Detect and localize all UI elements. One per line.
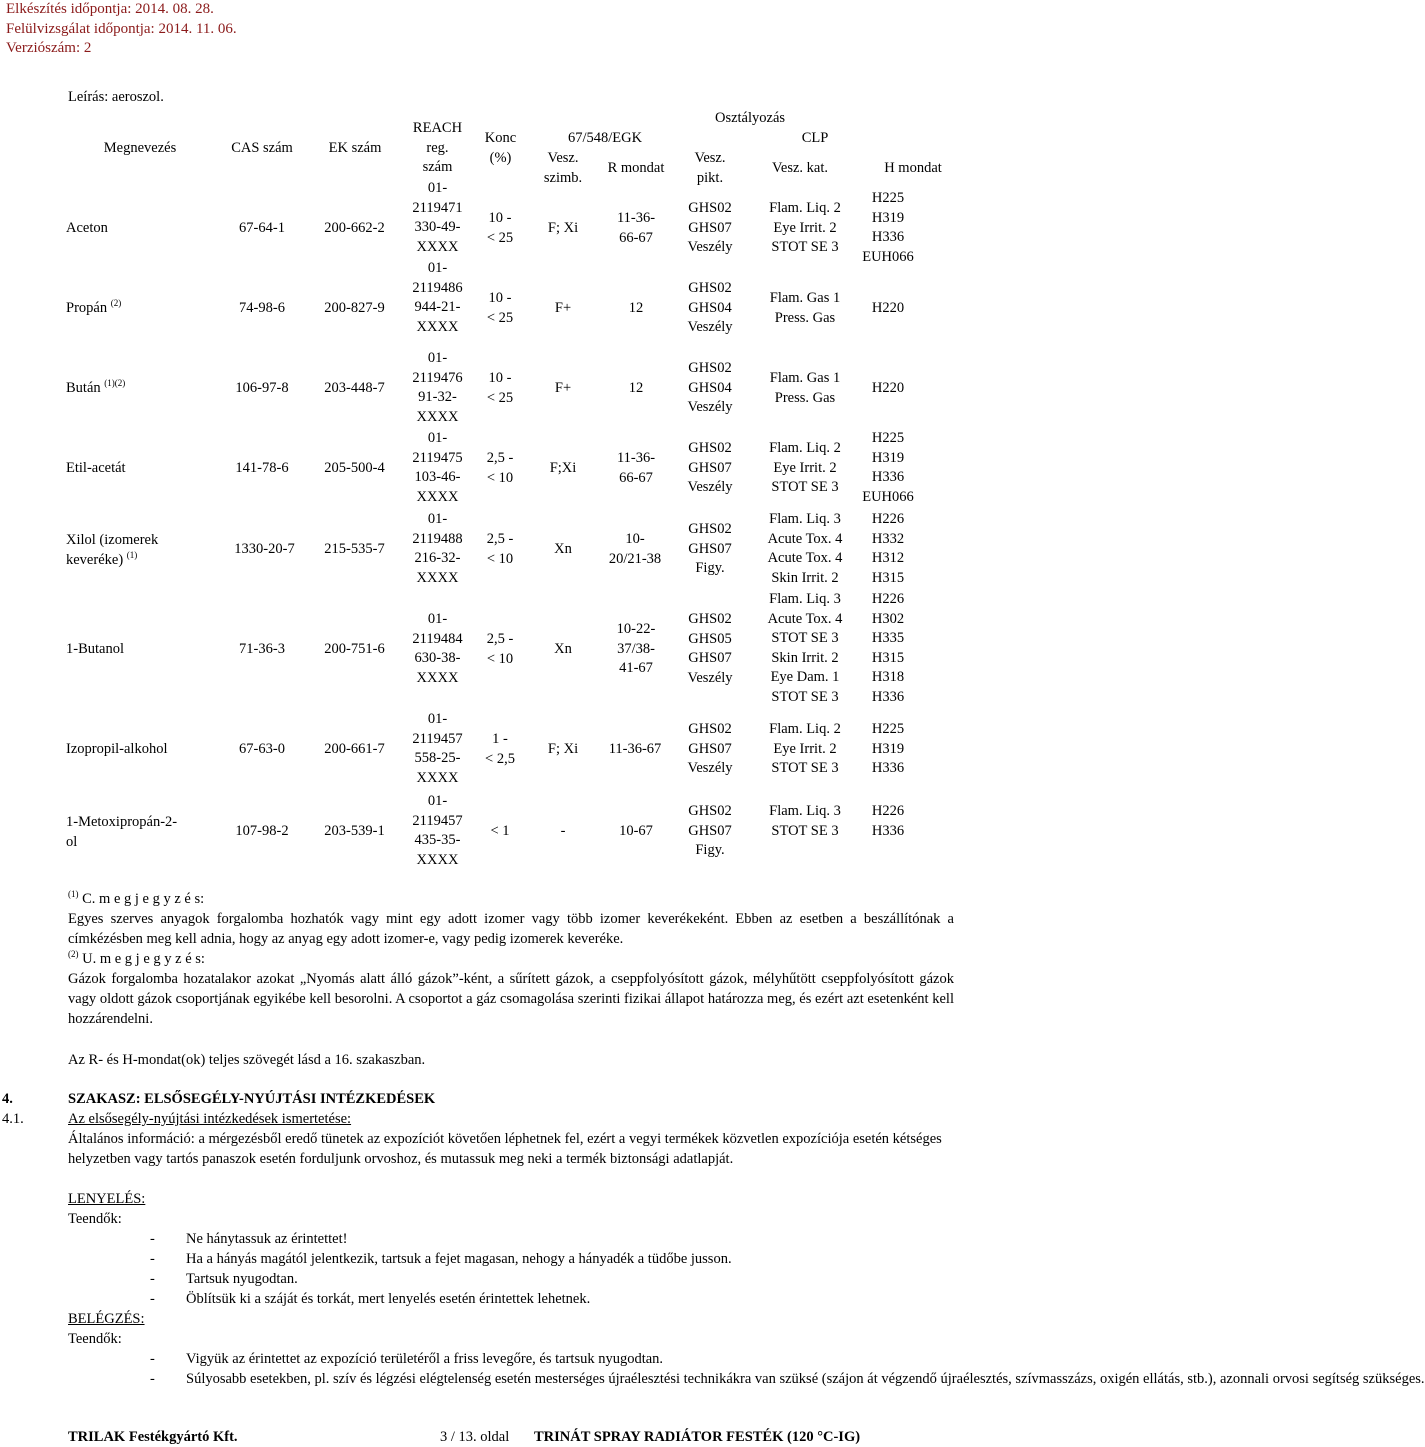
- cas-number: 67-64-1: [239, 220, 285, 236]
- col-header-dsd: 67/548/EGK: [567, 130, 643, 146]
- reach-number: 01- 2119471 330-49- XXXX: [412, 180, 463, 255]
- footnote-ref: (1)(2): [104, 378, 126, 389]
- col-header-ek: EK szám: [328, 140, 382, 156]
- hazard-symbol: F; Xi: [547, 220, 579, 236]
- r-phrases: 11-36-67: [608, 741, 662, 757]
- hazard-symbol: Xn: [554, 541, 572, 557]
- concentration: 10 - < 25: [486, 370, 514, 406]
- cas-number: 74-98-6: [239, 300, 285, 316]
- pictograms: GHS02 GHS05 GHS07 Veszély: [687, 611, 733, 686]
- col-header-clp: CLP: [801, 130, 829, 146]
- h-phrases: H226 H302 H335 H315 H318 H336: [871, 591, 905, 705]
- pictograms: GHS02 GHS04 Veszély: [687, 360, 733, 415]
- inhalation-todo-label: Teendők:: [68, 1331, 122, 1347]
- hazard-symbol: -: [560, 823, 566, 839]
- col-header-classification: Osztályozás: [714, 110, 786, 126]
- pictograms: GHS02 GHS07 Figy.: [688, 803, 732, 858]
- concentration: 1 - < 2,5: [485, 731, 515, 767]
- footer-company: TRILAK Festékgyártó Kft.: [68, 1429, 238, 1445]
- subsection-title: Az elsősegély-nyújtási intézkedések ismertetése:: [68, 1111, 352, 1127]
- substance-name: Xilol (izomerek keveréke) $^{(1)}$: [66, 532, 159, 568]
- ek-number: 203-448-7: [324, 380, 385, 396]
- r-phrases: 10-67: [619, 823, 653, 839]
- inhalation-heading: BELÉGZÉS:: [68, 1311, 145, 1327]
- reach-number: 01- 2119475 103-46- XXXX: [412, 430, 463, 505]
- h-phrases: H226 H336: [871, 803, 905, 839]
- cas-number: 107-98-2: [235, 823, 289, 839]
- ingestion-heading: LENYELÉS:: [68, 1191, 146, 1207]
- version-number: Verziószám: 2: [6, 40, 92, 56]
- footnote-ref: (1): [126, 550, 138, 561]
- substance-name: 1-Butanol: [66, 641, 124, 657]
- full-text-reference: Az R- és H-mondat(ok) teljes szövegét lásd a 16. szakaszban.: [68, 1052, 426, 1068]
- ingestion-todo-label: Teendők:: [68, 1211, 122, 1227]
- hazard-symbol: F+: [554, 380, 572, 396]
- revised-date: Felülvizsgálat időpontja: 2014. 11. 06.: [6, 20, 237, 37]
- hazard-symbol: F; Xi: [547, 741, 579, 757]
- section-title: SZAKASZ: ELSŐSEGÉLY-NYÚJTÁSI INTÉZKEDÉSEK: [68, 1091, 436, 1107]
- concentration: 10 - < 25: [486, 290, 514, 326]
- hazard-category: Flam. Gas 1 Press. Gas: [769, 370, 841, 406]
- ek-number: 200-661-7: [324, 741, 385, 757]
- subsection-number: 4.1.: [2, 1111, 24, 1127]
- pictograms: GHS02 GHS07 Figy.: [688, 521, 732, 576]
- footer-product: TRINÁT SPRAY RADIÁTOR FESTÉK (120 °C-IG): [534, 1429, 861, 1445]
- hazard-category: Flam. Liq. 3 Acute Tox. 4 STOT SE 3 Skin Irrit. 2 Eye Dam. 1 STOT SE 3: [767, 591, 843, 705]
- col-header-r-mondat: R mondat: [607, 160, 665, 176]
- hazard-symbol: F;Xi: [549, 460, 577, 476]
- substance-name: Izopropil-alkohol: [66, 741, 168, 757]
- r-phrases: 12: [628, 380, 644, 396]
- substance-name: Etil-acetát: [66, 460, 126, 476]
- cas-number: 106-97-8: [235, 380, 289, 396]
- page-number: 3 / 13. oldal: [440, 1429, 510, 1445]
- reach-number: 01- 2119476 91-32- XXXX: [412, 350, 463, 425]
- h-phrases: H225 H319 H336: [871, 721, 905, 776]
- h-phrases: H225 H319 H336 EUH066: [862, 190, 914, 265]
- cas-number: 67-63-0: [239, 741, 285, 757]
- pictograms: GHS02 GHS07 Veszély: [687, 440, 733, 495]
- footnote-2-heading: $^{(2)}$ U. m e g j e g y z é s:: [68, 949, 205, 967]
- hazard-category: Flam. Liq. 2 Eye Irrit. 2 STOT SE 3: [769, 721, 841, 776]
- col-header-cas: CAS szám: [231, 140, 293, 156]
- concentration: 2,5 - < 10: [486, 450, 514, 486]
- hazard-category: Flam. Liq. 2 Eye Irrit. 2 STOT SE 3: [769, 440, 841, 495]
- col-header-vesz-pikt: Vesz. pikt.: [694, 150, 726, 186]
- ek-number: 215-535-7: [324, 541, 385, 557]
- col-header-reach: REACH reg. szám: [412, 120, 463, 175]
- section-number: 4.: [2, 1091, 13, 1107]
- h-phrases: H226 H332 H312 H315: [871, 511, 905, 586]
- col-header-h-mondat: H mondat: [884, 160, 942, 176]
- h-phrases: H220: [871, 380, 905, 396]
- col-header-konc: Konc (%): [484, 130, 517, 166]
- concentration: 2,5 - < 10: [486, 631, 514, 667]
- substance-name: 1-Metoxipropán-2- ol: [66, 814, 178, 850]
- document-header: [6, 0, 237, 59]
- reach-number: 01- 2119457 435-35- XXXX: [412, 793, 463, 868]
- footnote-2-text: Gázok forgalomba hozatalakor azokat „Nyomás alatt álló gázok”-ként, a sűrített gázok, a cseppfolyósított gázok, mélyhűtött cseppfolyósított gázok vagy oldott gázok csoportjának egyikébe kell besorolni. A csoportot a gáz csomagolása szerinti fizikai állapot határozza meg, és ezért azt esetenként kell hozzárendelni.: [68, 971, 954, 1027]
- substance-name: Aceton: [66, 220, 108, 236]
- description: Leírás: aeroszol.: [68, 89, 164, 105]
- r-phrases: 10-22- 37/38- 41-67: [616, 621, 656, 676]
- hazard-category: Flam. Liq. 3 Acute Tox. 4 Acute Tox. 4 Skin Irrit. 2: [767, 511, 843, 586]
- pictograms: GHS02 GHS07 Veszély: [687, 200, 733, 255]
- hazard-category: Flam. Gas 1 Press. Gas: [769, 290, 841, 326]
- cas-number: 141-78-6: [235, 460, 289, 476]
- concentration: 2,5 - < 10: [486, 531, 514, 567]
- pictograms: GHS02 GHS07 Veszély: [687, 721, 733, 776]
- r-phrases: 11-36- 66-67: [616, 210, 656, 246]
- col-header-vesz-szimb: Vesz. szimb.: [543, 150, 583, 186]
- h-phrases: H225 H319 H336 EUH066: [862, 430, 914, 505]
- ek-number: 200-827-9: [324, 300, 385, 316]
- reach-number: 01- 2119486 944-21- XXXX: [412, 260, 463, 335]
- ek-number: 205-500-4: [324, 460, 385, 476]
- substance-name: Bután $^{(1)(2)}$: [66, 378, 126, 396]
- r-phrases: 12: [628, 300, 644, 316]
- created-date: Elkészítés időpontja: 2014. 08. 28.: [6, 1, 214, 17]
- reach-number: 01- 2119484 630-38- XXXX: [412, 611, 463, 686]
- r-phrases: 11-36- 66-67: [616, 450, 656, 486]
- footnote-ref: (2): [110, 298, 122, 309]
- h-phrases: H220: [871, 300, 905, 316]
- hazard-category: Flam. Liq. 2 Eye Irrit. 2 STOT SE 3: [769, 200, 841, 255]
- hazard-symbol: F+: [554, 300, 572, 316]
- ek-number: 200-751-6: [324, 641, 385, 657]
- pictograms: GHS02 GHS04 Veszély: [687, 280, 733, 335]
- substance-name: Propán $^{(2)}$: [66, 298, 122, 316]
- reach-number: 01- 2119488 216-32- XXXX: [412, 511, 463, 586]
- concentration: 10 - < 25: [486, 210, 514, 246]
- general-information: Általános információ: a mérgezésből eredő tünetek az expozíciót követően léphetnek fel, ezért a vegyi termékek közvetlen expozíciója esetén kétséges helyzetben vagy tartós panaszok esetén forduljunk orvoshoz, és mutassuk meg neki a termék biztonsági adatlapját.: [68, 1131, 942, 1167]
- reach-number: 01- 2119457 558-25- XXXX: [412, 711, 463, 786]
- ek-number: 200-662-2: [324, 220, 385, 236]
- col-header-name: Megnevezés: [103, 140, 177, 156]
- footnote-1-text: Egyes szerves anyagok forgalomba hozhatók vagy mint egy adott izomer vagy több izomer keverékeként. Ebben az esetben a beszállítónak a címkézésben meg kell adnia, hogy az anyag egy adott izomer-e, vagy pedig izomerek keveréke.: [68, 911, 954, 947]
- concentration: < 1: [490, 823, 510, 839]
- ek-number: 203-539-1: [324, 823, 385, 839]
- r-phrases: 10- 20/21-38: [608, 531, 662, 567]
- col-header-vesz-kat: Vesz. kat.: [772, 160, 828, 176]
- hazard-symbol: Xn: [554, 641, 572, 657]
- footnote-1-heading: $^{(1)}$ C. m e g j e g y z é s:: [68, 889, 205, 907]
- cas-number: 71-36-3: [239, 641, 285, 657]
- cas-number: 1330-20-7: [234, 541, 295, 557]
- hazard-category: Flam. Liq. 3 STOT SE 3: [769, 803, 841, 839]
